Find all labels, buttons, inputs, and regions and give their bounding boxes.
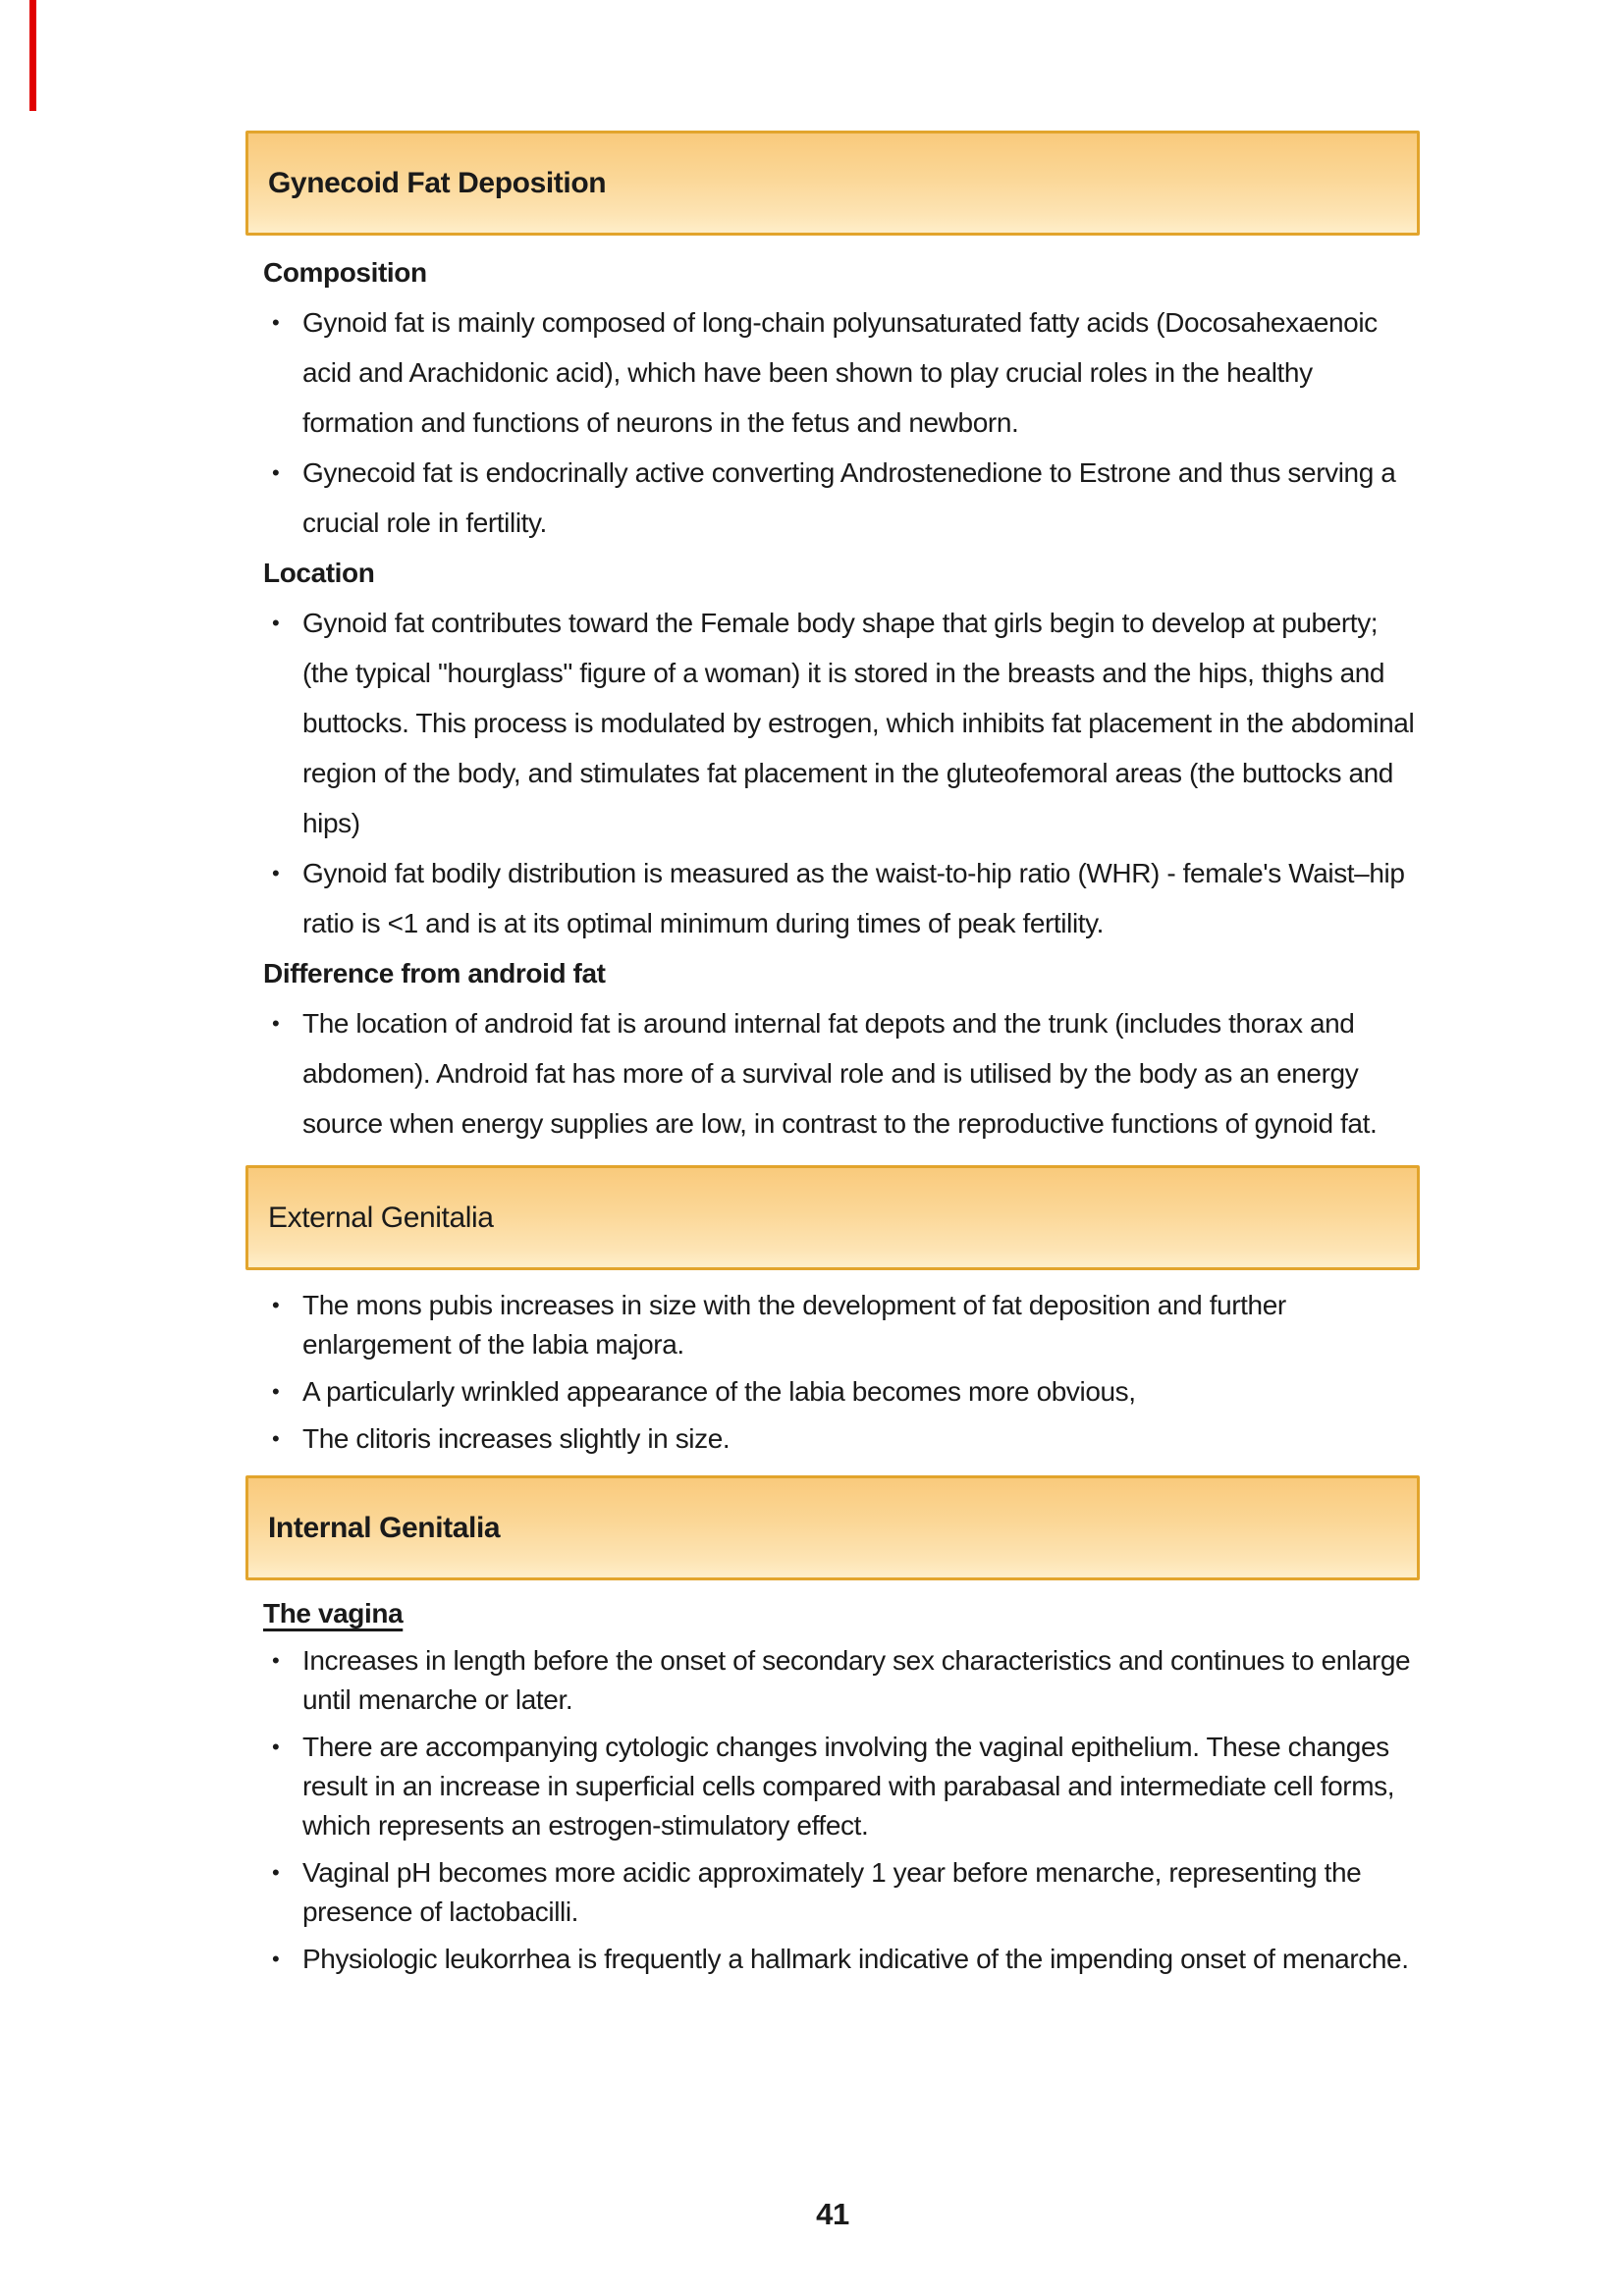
bullet-item <box>263 1853 1420 1932</box>
bullet-text: A particularly wrinkled appearance of the labia becomes more obvious, <box>302 1376 1136 1407</box>
bullet-icon: • <box>272 1947 280 1971</box>
body-subheading: The vagina <box>263 1598 404 1629</box>
bullet-item <box>263 1728 1420 1845</box>
section-title: Gynecoid Fat Deposition <box>268 166 607 199</box>
bullet-text: Gynoid fat contributes toward the Female body shape that girls begin to develop at puberty; (the typical "hourglass" figure of a woman) it is stored in the breasts and the hips, thighs and buttocks. This process is modulated by estrogen, which inhibits fat placement in the abdominal region of the body, and stimulates fat placement in the gluteofemoral areas (the buttocks and hips) <box>302 608 1415 838</box>
section-title-box <box>245 131 1420 236</box>
section-title-box <box>245 1165 1420 1270</box>
body-heading: Location <box>263 558 375 588</box>
bullet-text: Physiologic leukorrhea is frequently a hallmark indicative of the impending onset of menarche. <box>302 1944 1409 1974</box>
bullet-text: Gynecoid fat is endocrinally active converting Androstenedione to Estrone and thus serving a crucial role in fertility. <box>302 457 1396 538</box>
section-title: Internal Genitalia <box>268 1511 501 1544</box>
bullet-item <box>263 598 1420 848</box>
body-heading: Difference from android fat <box>263 958 606 988</box>
bullet-icon: • <box>272 1379 280 1404</box>
section-body <box>245 236 1420 1148</box>
page-number: 41 <box>816 2197 849 2231</box>
bullet-text: There are accompanying cytologic changes involving the vaginal epithelium. These changes result in an increase in superficial cells compared with parabasal and intermediate cell forms, which represents an estrogen-stimulatory effect. <box>302 1732 1395 1841</box>
bullet-item <box>263 848 1420 948</box>
bullet-text: The mons pubis increases in size with the development of fat deposition and further enlargement of the labia majora. <box>302 1290 1286 1360</box>
section-title: External Genitalia <box>268 1201 494 1234</box>
bullet-text: Gynoid fat bodily distribution is measured as the waist-to-hip ratio (WHR) - female's Waist–hip ratio is <1 and is at its optimal minimum during times of peak fertility. <box>302 858 1405 938</box>
bullet-item <box>263 1286 1420 1364</box>
bullet-icon: • <box>272 1011 280 1036</box>
section-body <box>245 1270 1420 1459</box>
bullet-icon: • <box>272 611 280 635</box>
bullet-icon: • <box>272 460 280 485</box>
bullet-item <box>263 448 1420 548</box>
bullet-icon: • <box>272 1293 280 1317</box>
bullet-icon: • <box>272 861 280 885</box>
bullet-text: Vaginal pH becomes more acidic approximately 1 year before menarche, representing the presence of lactobacilli. <box>302 1857 1362 1927</box>
bullet-text: Increases in length before the onset of secondary sex characteristics and continues to enlarge until menarche or later. <box>302 1645 1411 1715</box>
bullet-icon: • <box>272 1735 280 1759</box>
bullet-icon: • <box>272 310 280 335</box>
bullet-item <box>263 998 1420 1148</box>
bullet-text: The location of android fat is around internal fat depots and the trunk (includes thorax and abdomen). Android fat has more of a survival role and is utilised by the body as an energy source when energy supplies are low, in contrast to the reproductive functions of gynoid fat. <box>302 1008 1378 1139</box>
bullet-text: Gynoid fat is mainly composed of long-chain polyunsaturated fatty acids (Docosahexaenoic acid and Arachidonic acid), which have been shown to play crucial roles in the healthy formation and functions of neurons in the fetus and newborn. <box>302 307 1378 438</box>
bullet-item <box>263 297 1420 448</box>
bullet-icon: • <box>272 1648 280 1673</box>
bullet-text: The clitoris increases slightly in size. <box>302 1423 731 1454</box>
bullet-icon: • <box>272 1860 280 1885</box>
bullet-item <box>263 1641 1420 1720</box>
bullet-icon: • <box>272 1426 280 1451</box>
document-section <box>245 1475 1420 1979</box>
bullet-item <box>263 1940 1420 1979</box>
document-section <box>245 1165 1420 1459</box>
left-edge-red-marker <box>29 0 36 111</box>
body-heading: Composition <box>263 257 427 288</box>
section-title-box <box>245 1475 1420 1580</box>
document-section <box>245 131 1420 1148</box>
bullet-item <box>263 1419 1420 1459</box>
document-content <box>245 131 1420 1979</box>
bullet-item <box>263 1372 1420 1412</box>
section-body <box>245 1580 1420 1979</box>
